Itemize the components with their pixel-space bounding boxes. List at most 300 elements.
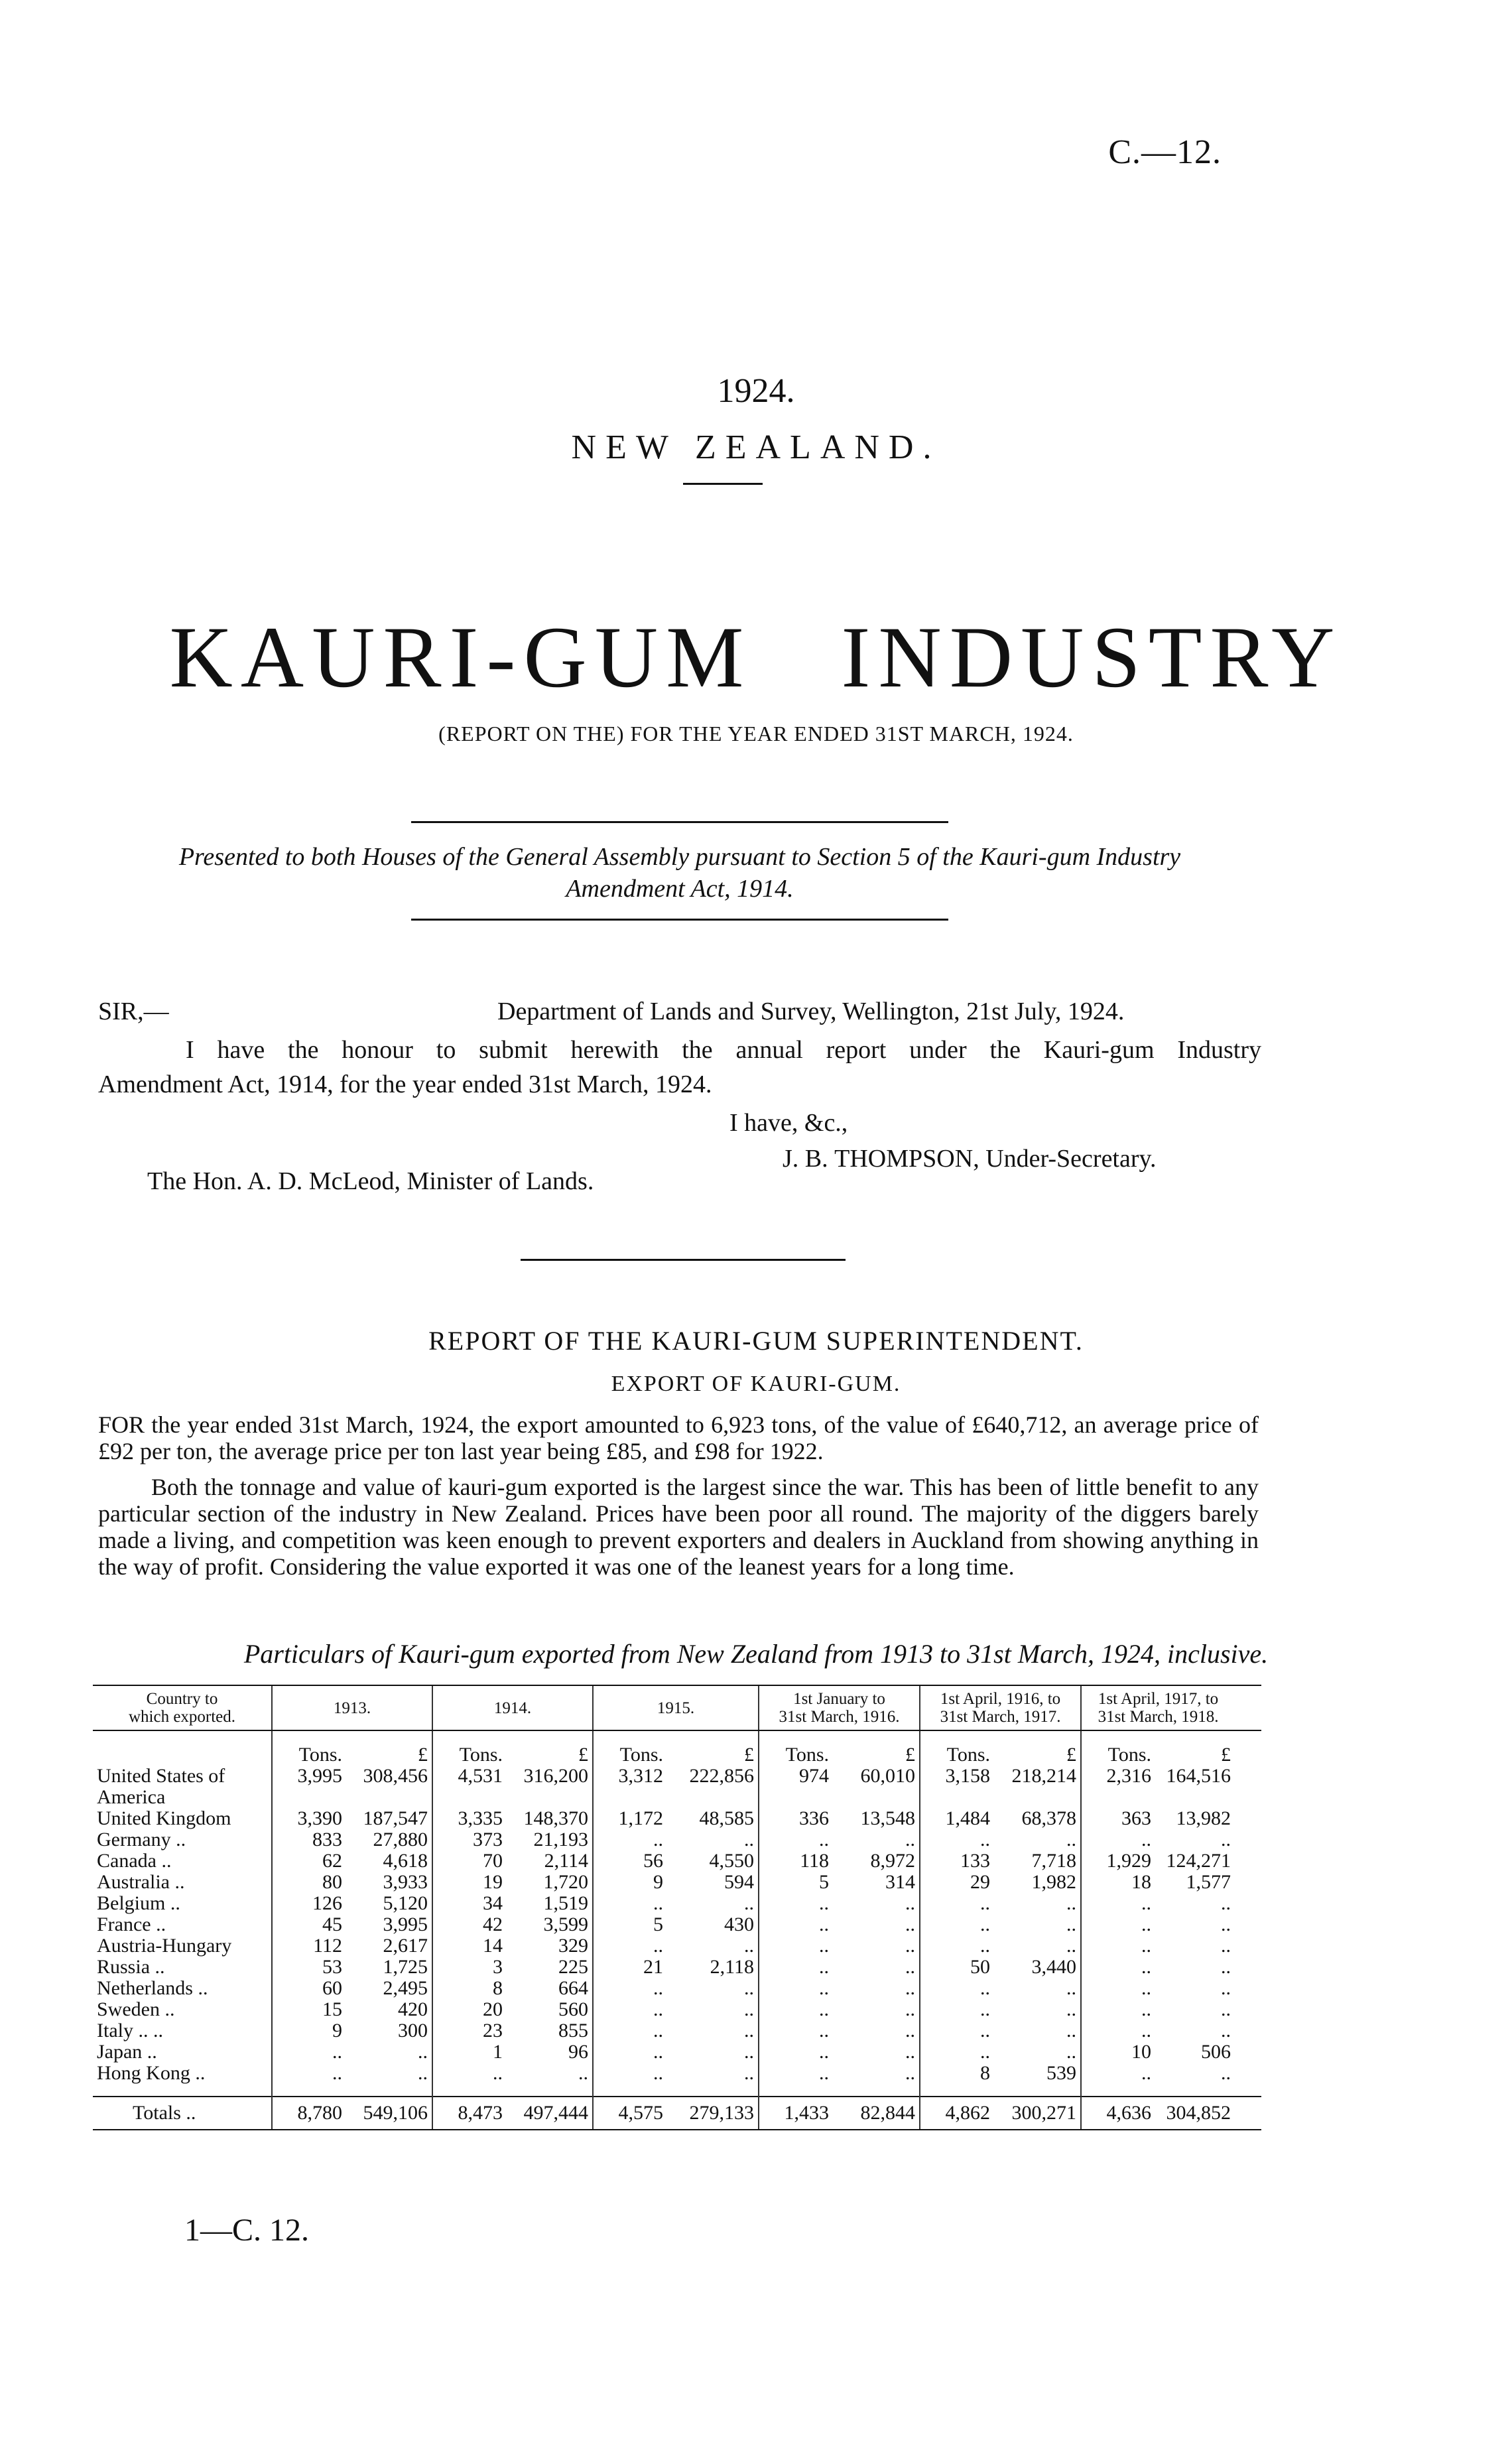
units-country-cell <box>93 1730 272 1766</box>
tons-cell: .. <box>593 1935 667 1957</box>
value-cell: 2,114 <box>544 1850 588 1872</box>
table-row <box>93 1999 1261 2020</box>
header-period-line-2: 31st March, 1916. <box>779 1708 900 1726</box>
table-row <box>93 2020 1261 2041</box>
tons-cell: 56 <box>593 1850 667 1872</box>
header-period-1914 <box>432 1685 593 1730</box>
total-tons-cell: 4,636 <box>1081 2097 1155 2130</box>
tons-cell: 21 <box>593 1957 667 1978</box>
report-paragraph-2: Both the tonnage and value of kauri-gum exported is the largest since the war. This has been of little benefit to any particular section of the industry in New Zealand. Prices have been poor all round. The majority of the diggers barely made a living, and competition was keen enough to prevent exporters and dealers in Auckland from showing anything in the way of profit. Considering the value exported it was one of the leanest years for a long time. <box>98 1474 1259 1580</box>
tons-cell: 1,929 <box>1081 1850 1155 1872</box>
tons-cell: .. <box>920 2020 994 2041</box>
tons-cell: 45 <box>272 1914 346 1935</box>
tons-cell: 70 <box>432 1850 507 1872</box>
totals-row <box>93 2097 1261 2130</box>
spacer-cell <box>759 2084 833 2097</box>
divider-short <box>683 483 763 485</box>
tons-cell: .. <box>1081 2020 1155 2041</box>
tons-cell: .. <box>920 1914 994 1935</box>
tons-cell: .. <box>759 2020 833 2041</box>
tons-cell: 19 <box>432 1872 507 1893</box>
unit-tons: Tons. <box>593 1730 667 1766</box>
value-cell: 13,982 <box>1176 1807 1231 1829</box>
units-row <box>93 1730 1261 1766</box>
total-value-cell: 304,852 <box>1155 2097 1235 2130</box>
total-value-cell: 82,844 <box>833 2097 920 2130</box>
tons-cell: 3,390 <box>272 1808 346 1829</box>
value-cell: 164,516 <box>1166 1765 1231 1787</box>
country-cell: Japan .. <box>97 2041 157 2063</box>
value-cell: .. <box>578 2062 588 2084</box>
tons-cell: .. <box>1081 1829 1155 1850</box>
value-cell: 222,856 <box>689 1765 754 1787</box>
total-tons-cell: 4,575 <box>593 2097 667 2130</box>
unit-value: £ <box>905 1744 916 1766</box>
value-cell: .. <box>1221 1956 1231 1978</box>
header-period-1916-17 <box>920 1685 1081 1730</box>
value-cell: .. <box>1221 1977 1231 1999</box>
tons-cell: 1,172 <box>593 1808 667 1829</box>
value-cell: 316,200 <box>523 1765 588 1787</box>
row-blank <box>1235 2041 1261 2063</box>
section-heading: EXPORT OF KAURI-GUM. <box>611 1372 901 1396</box>
unit-tons: Tons. <box>432 1730 507 1766</box>
country-cell: Canada .. <box>97 1850 172 1872</box>
tons-cell <box>759 1787 833 1808</box>
tons-cell: 34 <box>432 1893 507 1914</box>
tons-cell: .. <box>1081 1957 1155 1978</box>
country-cell: Sweden .. <box>97 1998 175 2020</box>
value-cell: 420 <box>398 1998 428 2020</box>
presentation-line-1: Presented to both Houses of the General Assembly pursuant to Section 5 of the Kauri-gum Industry <box>178 843 1181 871</box>
tons-cell: .. <box>272 2041 346 2063</box>
total-tons-cell: 8,780 <box>272 2097 346 2130</box>
value-cell: 124,271 <box>1166 1850 1231 1872</box>
value-cell: 60,010 <box>860 1765 916 1787</box>
value-cell: 96 <box>568 2041 588 2063</box>
table-row <box>93 1829 1261 1850</box>
value-cell: 3,995 <box>383 1913 428 1935</box>
value-cell: 1,519 <box>543 1892 588 1914</box>
tons-cell: .. <box>593 1978 667 1999</box>
tons-cell <box>1081 1787 1155 1808</box>
value-cell: .. <box>744 1829 754 1850</box>
tons-cell: 23 <box>432 2020 507 2041</box>
tons-cell: 80 <box>272 1872 346 1893</box>
value-cell: .. <box>1221 1935 1231 1957</box>
value-cell: 225 <box>558 1956 588 1978</box>
header-period-1916q1 <box>759 1685 920 1730</box>
presentation-line-2: Amendment Act, 1914. <box>566 875 794 903</box>
value-cell: .. <box>744 2041 754 2063</box>
header-period-1913 <box>272 1685 432 1730</box>
value-cell: 314 <box>885 1871 916 1893</box>
tons-cell: 373 <box>432 1829 507 1850</box>
totals-label: Totals .. <box>93 2097 272 2130</box>
tons-cell: .. <box>759 2063 833 2084</box>
header-period-line-2: 31st March, 1918. <box>1098 1708 1219 1726</box>
value-cell: 68,378 <box>1021 1807 1077 1829</box>
value-cell <box>346 1787 432 1808</box>
tons-cell: .. <box>759 1957 833 1978</box>
country-cell: Italy .. .. <box>97 2020 163 2041</box>
tons-cell: 53 <box>272 1957 346 1978</box>
row-blank <box>1235 1766 1261 1787</box>
tons-cell: .. <box>1081 1893 1155 1914</box>
table-row <box>93 1872 1261 1893</box>
spacer-cell <box>507 2084 593 2097</box>
spacer-cell <box>272 2084 346 2097</box>
letter-closing: I have, &c., <box>729 1109 848 1137</box>
tons-cell: 4,531 <box>432 1766 507 1787</box>
value-cell: .. <box>1066 2041 1077 2063</box>
letter-addressee: The Hon. A. D. McLeod, Minister of Lands. <box>147 1167 594 1195</box>
row-blank <box>1235 1787 1261 1808</box>
spacer-cell <box>994 2084 1081 2097</box>
unit-value: £ <box>1066 1744 1077 1766</box>
tons-cell: .. <box>1081 1999 1155 2020</box>
unit-tons: Tons. <box>272 1730 346 1766</box>
signatory-initials: J. B. <box>783 1145 828 1173</box>
tons-cell <box>920 1787 994 1808</box>
tons-cell <box>593 1787 667 1808</box>
tons-cell: 3,158 <box>920 1766 994 1787</box>
spacer-cell <box>833 2084 920 2097</box>
value-cell: 8,972 <box>870 1850 916 1872</box>
tons-cell: 3,995 <box>272 1766 346 1787</box>
tons-cell: 118 <box>759 1850 833 1872</box>
row-blank <box>1235 1914 1261 1935</box>
salutation-text: SIR,— <box>98 998 169 1025</box>
export-table <box>93 1685 1261 2130</box>
row-blank <box>1235 1829 1261 1850</box>
signatory-name: THOMPSON <box>834 1145 974 1173</box>
letter-address: Department of Lands and Survey, Wellington, 21st July, 1924. <box>497 998 1125 1025</box>
spacer-cell <box>93 2084 272 2097</box>
value-cell: .. <box>1066 1935 1077 1957</box>
report-year: 1924. <box>717 372 795 410</box>
tons-cell: .. <box>759 1829 833 1850</box>
country-cell: Australia .. <box>97 1871 185 1893</box>
header-period-1915 <box>593 1685 759 1730</box>
value-cell: 3,599 <box>543 1913 588 1935</box>
tons-cell: .. <box>759 1914 833 1935</box>
unit-value: £ <box>1221 1744 1231 1766</box>
value-cell: .. <box>905 1892 916 1914</box>
header-period-line-1: 1914. <box>493 1699 532 1717</box>
tons-cell: .. <box>1081 2063 1155 2084</box>
value-cell: .. <box>905 1913 916 1935</box>
value-cell: 300 <box>398 2020 428 2041</box>
value-cell: 48,585 <box>699 1807 754 1829</box>
value-cell <box>667 1787 759 1808</box>
total-tons-cell: 8,473 <box>432 2097 507 2130</box>
row-blank <box>1235 1808 1261 1829</box>
value-cell: .. <box>1221 1998 1231 2020</box>
table-row <box>93 1893 1261 1914</box>
value-cell: .. <box>1066 1829 1077 1850</box>
tons-cell: 112 <box>272 1935 346 1957</box>
value-cell: 148,370 <box>523 1807 588 1829</box>
header-country-line-2: which exported. <box>128 1708 236 1726</box>
value-cell: 3,933 <box>383 1871 428 1893</box>
tons-cell: .. <box>759 1935 833 1957</box>
total-value-cell: 549,106 <box>346 2097 432 2130</box>
tons-cell: .. <box>1081 1914 1155 1935</box>
spacer-cell <box>1155 2084 1235 2097</box>
value-cell: 2,118 <box>710 1956 754 1978</box>
value-cell: .. <box>1221 2020 1231 2041</box>
value-cell: 4,550 <box>709 1850 754 1872</box>
footer-reference: 1—C. 12. <box>184 2213 310 2248</box>
total-value-cell: 497,444 <box>507 2097 593 2130</box>
value-cell: 2,495 <box>383 1977 428 1999</box>
tons-cell: 9 <box>593 1872 667 1893</box>
value-cell: 21,193 <box>533 1829 588 1850</box>
unit-tons: Tons. <box>1081 1730 1155 1766</box>
tons-cell: 833 <box>272 1829 346 1850</box>
spacer-row <box>93 2084 1261 2097</box>
tons-cell: 8 <box>432 1978 507 1999</box>
tons-cell: 363 <box>1081 1808 1155 1829</box>
value-cell: 1,577 <box>1186 1871 1231 1893</box>
value-cell: .. <box>1066 1998 1077 2020</box>
spacer-cell <box>432 2084 507 2097</box>
divider-presented-top <box>411 821 948 823</box>
country-cell: Germany .. <box>97 1829 186 1850</box>
table-row <box>93 1766 1261 1787</box>
value-cell: .. <box>905 1956 916 1978</box>
value-cell <box>507 1787 593 1808</box>
unit-value: £ <box>578 1744 588 1766</box>
tons-cell: 5 <box>759 1872 833 1893</box>
unit-tons: Tons. <box>759 1730 833 1766</box>
value-cell: .. <box>1221 1829 1231 1850</box>
total-tons-cell: 4,862 <box>920 2097 994 2130</box>
country-cell: Belgium .. <box>97 1892 180 1914</box>
value-cell: 187,547 <box>363 1807 428 1829</box>
tons-cell: .. <box>920 1978 994 1999</box>
tons-cell: .. <box>759 1978 833 1999</box>
tons-cell: .. <box>920 2041 994 2063</box>
divider-presented-bottom <box>411 919 948 921</box>
row-blank <box>1235 1850 1261 1872</box>
letter-body-line-1: I have the honour to submit herewith the annual report under the Kauri-gum Industry <box>186 1036 1261 1064</box>
value-cell: 218,214 <box>1011 1765 1077 1787</box>
value-cell: 1,725 <box>383 1956 428 1978</box>
tons-cell: 126 <box>272 1893 346 1914</box>
country-cell: United Kingdom <box>97 1807 231 1829</box>
tons-cell: 974 <box>759 1766 833 1787</box>
salutation <box>98 995 169 1028</box>
value-cell: 1,982 <box>1031 1871 1077 1893</box>
value-cell: 5,120 <box>383 1892 428 1914</box>
report-paragraph-1 <box>98 1411 1259 1464</box>
value-cell: 3,440 <box>1031 1956 1077 1978</box>
table-row <box>93 2063 1261 2084</box>
total-value-cell: 279,133 <box>667 2097 759 2130</box>
tons-cell: .. <box>593 1999 667 2020</box>
value-cell: .. <box>905 2020 916 2041</box>
tons-cell: 50 <box>920 1957 994 1978</box>
value-cell: .. <box>744 1892 754 1914</box>
value-cell: .. <box>905 1977 916 1999</box>
value-cell: 308,456 <box>363 1765 428 1787</box>
tons-cell: 1 <box>432 2041 507 2063</box>
table-row <box>93 1914 1261 1935</box>
tons-cell: .. <box>920 1893 994 1914</box>
table-row <box>93 1957 1261 1978</box>
spacer-cell <box>593 2084 667 2097</box>
header-period-1917-18 <box>1081 1685 1235 1730</box>
table-header-row <box>93 1685 1261 1730</box>
tons-cell: 8 <box>920 2063 994 2084</box>
header-period-line-1: 1915. <box>657 1699 695 1717</box>
value-cell: 430 <box>724 1913 754 1935</box>
row-blank <box>1235 1872 1261 1893</box>
tons-cell: 29 <box>920 1872 994 1893</box>
value-cell: .. <box>1066 2020 1077 2041</box>
value-cell: 329 <box>558 1935 588 1957</box>
value-cell: .. <box>905 1935 916 1957</box>
value-cell: 506 <box>1201 2041 1231 2063</box>
tons-cell: 42 <box>432 1914 507 1935</box>
table-row <box>93 1850 1261 1872</box>
value-cell: .. <box>418 2041 428 2063</box>
tons-cell <box>432 1787 507 1808</box>
tons-cell: 3,335 <box>432 1808 507 1829</box>
tons-cell: .. <box>593 2063 667 2084</box>
letter-body-line-2: Amendment Act, 1914, for the year ended 31st March, 1924. <box>98 1070 712 1098</box>
tons-cell: 60 <box>272 1978 346 1999</box>
value-cell: 27,880 <box>373 1829 428 1850</box>
page-subtitle: (REPORT ON THE) FOR THE YEAR ENDED 31ST MARCH, 1924. <box>438 722 1074 745</box>
tons-cell: 15 <box>272 1999 346 2020</box>
country-cell: United States of <box>97 1765 225 1787</box>
totals-blank <box>1235 2097 1261 2130</box>
tons-cell: .. <box>920 1829 994 1850</box>
tons-cell: 1,484 <box>920 1808 994 1829</box>
header-period-line-2: 31st March, 1917. <box>940 1708 1061 1726</box>
country-cell: France .. <box>97 1913 166 1935</box>
spacer-cell <box>1235 2084 1261 2097</box>
tons-cell: 3 <box>432 1957 507 1978</box>
value-cell: .. <box>418 2062 428 2084</box>
table-row <box>93 2041 1261 2063</box>
total-tons-cell: 1,433 <box>759 2097 833 2130</box>
tons-cell: 14 <box>432 1935 507 1957</box>
tons-cell: 133 <box>920 1850 994 1872</box>
country-cell: Hong Kong .. <box>97 2062 206 2084</box>
units-blank <box>1235 1730 1261 1766</box>
value-cell: .. <box>1221 1892 1231 1914</box>
value-cell: .. <box>1221 2062 1231 2084</box>
value-cell: .. <box>905 1829 916 1850</box>
table-row <box>93 1978 1261 1999</box>
value-cell: .. <box>905 2041 916 2063</box>
row-blank <box>1235 1999 1261 2020</box>
value-cell: .. <box>744 1998 754 2020</box>
tons-cell: .. <box>1081 1935 1155 1957</box>
value-cell: 7,718 <box>1031 1850 1077 1872</box>
country-cell: Austria-Hungary <box>97 1935 232 1957</box>
country-cell: Russia .. <box>97 1956 165 1978</box>
total-value-cell: 300,271 <box>994 2097 1081 2130</box>
value-cell: .. <box>1066 1977 1077 1999</box>
table-caption: Particulars of Kauri-gum exported from New Zealand from 1913 to 31st March, 1924, inclusive. <box>243 1639 1269 1669</box>
page-title: KAURI-GUM INDUSTRY <box>169 608 1343 706</box>
value-cell: 539 <box>1046 2062 1077 2084</box>
tons-cell: .. <box>759 1893 833 1914</box>
tons-cell: .. <box>1081 1978 1155 1999</box>
page-reference: C.—12. <box>1108 133 1222 171</box>
tons-cell <box>272 1787 346 1808</box>
value-cell: .. <box>744 1977 754 1999</box>
paragraph-1-text: the year ended 31st March, 1924, the export amounted to 6,923 tons, of the value of £640,712, an average price of £92 per ton, the average price per ton last year being £85, and £98 for 1922. <box>98 1411 1259 1464</box>
unit-tons: Tons. <box>920 1730 994 1766</box>
value-cell: 664 <box>558 1977 588 1999</box>
value-cell: .. <box>744 2020 754 2041</box>
tons-cell: .. <box>759 2041 833 2063</box>
value-cell: .. <box>1221 1913 1231 1935</box>
header-country-line-1: Country to <box>146 1690 218 1708</box>
table-row <box>93 1935 1261 1957</box>
tons-cell: 5 <box>593 1914 667 1935</box>
unit-value: £ <box>744 1744 754 1766</box>
country-cell: Netherlands .. <box>97 1977 208 1999</box>
tons-cell: .. <box>432 2063 507 2084</box>
tons-cell: .. <box>920 1935 994 1957</box>
value-cell: .. <box>905 1998 916 2020</box>
row-blank <box>1235 1893 1261 1914</box>
value-cell <box>833 1787 920 1808</box>
spacer-cell <box>1081 2084 1155 2097</box>
row-blank <box>1235 2063 1261 2084</box>
tons-cell: .. <box>593 2041 667 2063</box>
row-blank <box>1235 1978 1261 1999</box>
tons-cell: .. <box>920 1999 994 2020</box>
tons-cell: 62 <box>272 1850 346 1872</box>
header-period-line-1: 1st April, 1917, to <box>1098 1690 1219 1708</box>
header-country <box>93 1685 272 1730</box>
value-cell: 855 <box>558 2020 588 2041</box>
value-cell: .. <box>744 2062 754 2084</box>
tons-cell: .. <box>593 1893 667 1914</box>
spacer-cell <box>667 2084 759 2097</box>
value-cell <box>1155 1787 1235 1808</box>
value-cell: 13,548 <box>860 1807 916 1829</box>
table-row <box>93 1808 1261 1829</box>
unit-value: £ <box>418 1744 428 1766</box>
value-cell: 1,720 <box>543 1871 588 1893</box>
tons-cell: 336 <box>759 1808 833 1829</box>
header-period-line-1: 1913. <box>333 1699 371 1717</box>
spacer-cell <box>920 2084 994 2097</box>
value-cell: .. <box>1066 1913 1077 1935</box>
tons-cell: .. <box>272 2063 346 2084</box>
value-cell: .. <box>905 2062 916 2084</box>
value-cell: .. <box>1066 1892 1077 1914</box>
table-row <box>93 1787 1261 1808</box>
spacer-cell <box>346 2084 432 2097</box>
value-cell <box>994 1787 1081 1808</box>
value-cell: 594 <box>724 1871 754 1893</box>
divider-letter <box>521 1259 846 1261</box>
row-blank <box>1235 2020 1261 2041</box>
signatory-title: , Under-Secretary. <box>973 1145 1157 1173</box>
row-blank <box>1235 1935 1261 1957</box>
header-blank <box>1235 1685 1261 1730</box>
